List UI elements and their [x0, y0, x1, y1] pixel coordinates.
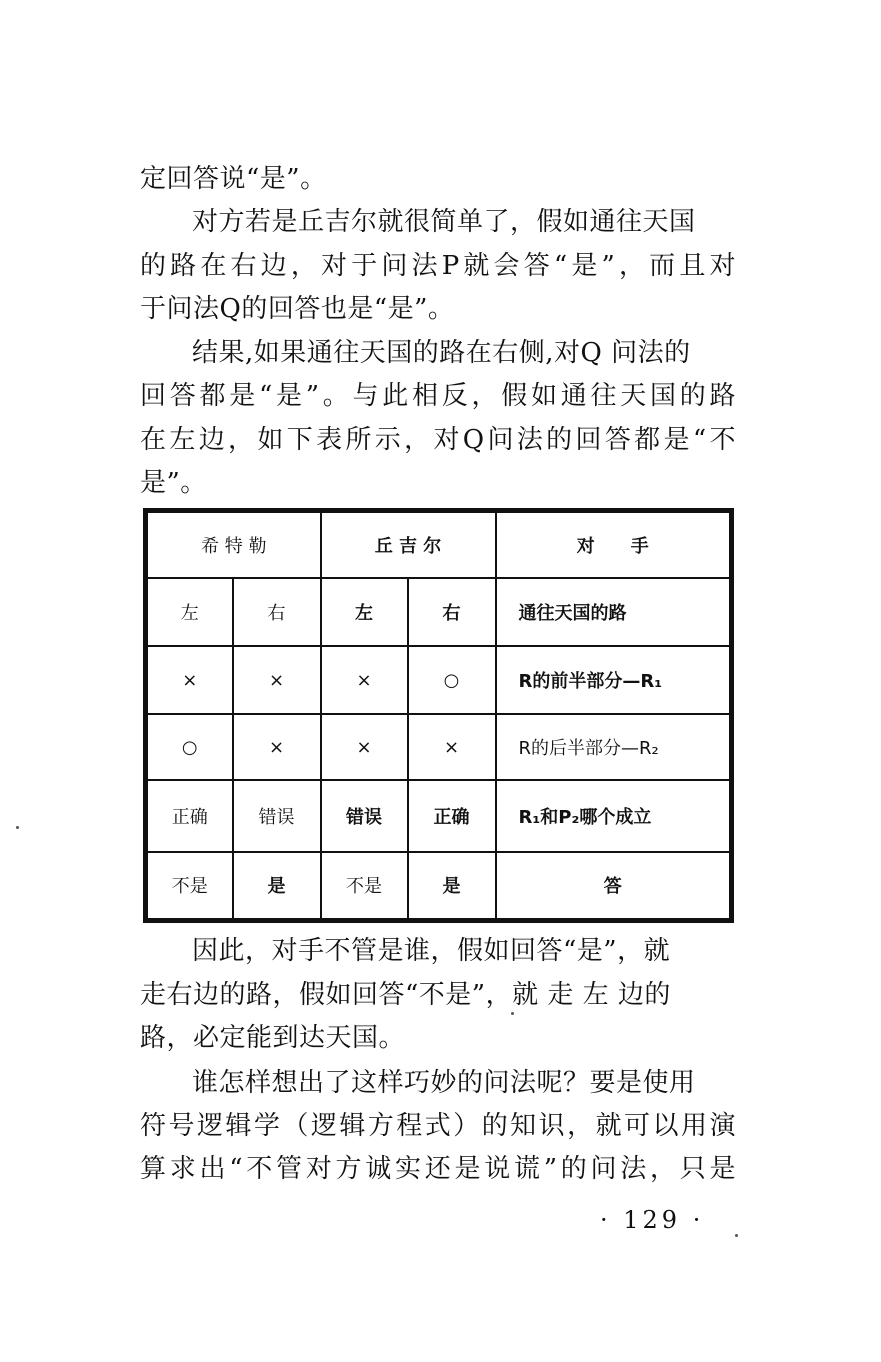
text-line: 在左边，如下表所示，对Q问法的回答都是“不	[140, 425, 736, 455]
cell-hitler-right: 右	[233, 578, 321, 646]
cell-churchill-left: 不是	[321, 852, 408, 920]
cell-hitler-right: ×	[233, 714, 321, 780]
cell-churchill-right: 正确	[408, 780, 496, 852]
cell-hitler-left: 正确	[146, 780, 233, 852]
cell-churchill-right: ×	[408, 714, 496, 780]
row-label: R₁和P₂哪个成立	[496, 780, 732, 852]
text-line: 走右边的路，假如回答“不是”，就 走 左 边的	[140, 980, 671, 1010]
text-line: 于问法Q的回答也是“是”。	[140, 294, 455, 324]
cell-hitler-right: ×	[233, 646, 321, 714]
header-churchill: 丘 吉 尔	[321, 511, 496, 579]
cell-churchill-right: ○	[408, 646, 496, 714]
row-label: R的前半部分—R₁	[496, 646, 732, 714]
row-label: 答	[496, 852, 732, 920]
row-label: R的后半部分—R₂	[496, 714, 732, 780]
cell-churchill-left: ×	[321, 646, 408, 714]
cell-churchill-right: 是	[408, 852, 496, 920]
truth-table	[143, 508, 734, 923]
cell-churchill-left: ×	[321, 714, 408, 780]
cell-hitler-left: 不是	[146, 852, 233, 920]
text-line: 路，必定能到达天国。	[140, 1023, 406, 1053]
paragraph-start: 谁怎样想出了这样巧妙的问法呢？要是使用	[192, 1068, 696, 1098]
text-line: 回答都是“是”。与此相反，假如通往天国的路	[140, 381, 736, 411]
text-line: 是”。	[140, 468, 207, 498]
cell-hitler-left: ×	[146, 646, 233, 714]
text-line: 算求出“不管对方诚实还是说谎”的问法，只是	[140, 1154, 736, 1184]
cell-churchill-right: 右	[408, 578, 496, 646]
text-line: 的路在右边，对于问法P就会答“是”，而且对	[140, 251, 736, 281]
paragraph-start: 对方若是丘吉尔就很简单了，假如通往天国	[192, 207, 696, 237]
scan-speck	[511, 1012, 514, 1015]
scan-speck	[735, 1234, 738, 1237]
row-label: 通往天国的路	[496, 578, 732, 646]
header-opponent: 对 手	[496, 511, 732, 579]
cell-hitler-left: ○	[146, 714, 233, 780]
cell-churchill-left: 左	[321, 578, 408, 646]
paragraph-start: 结果,如果通往天国的路在右侧,对Q 问法的	[192, 338, 691, 368]
text-line: 定回答说“是”。	[140, 164, 327, 194]
scan-speck	[16, 826, 19, 829]
text-line: 符号逻辑学（逻辑方程式）的知识，就可以用演	[140, 1111, 736, 1141]
header-hitler: 希 特 勒	[146, 511, 321, 579]
page-number: · 129 ·	[600, 1206, 705, 1234]
paragraph-start: 因此，对手不管是谁，假如回答“是”，就	[192, 936, 671, 966]
cell-churchill-left: 错误	[321, 780, 408, 852]
cell-hitler-right: 错误	[233, 780, 321, 852]
cell-hitler-left: 左	[146, 578, 233, 646]
cell-hitler-right: 是	[233, 852, 321, 920]
